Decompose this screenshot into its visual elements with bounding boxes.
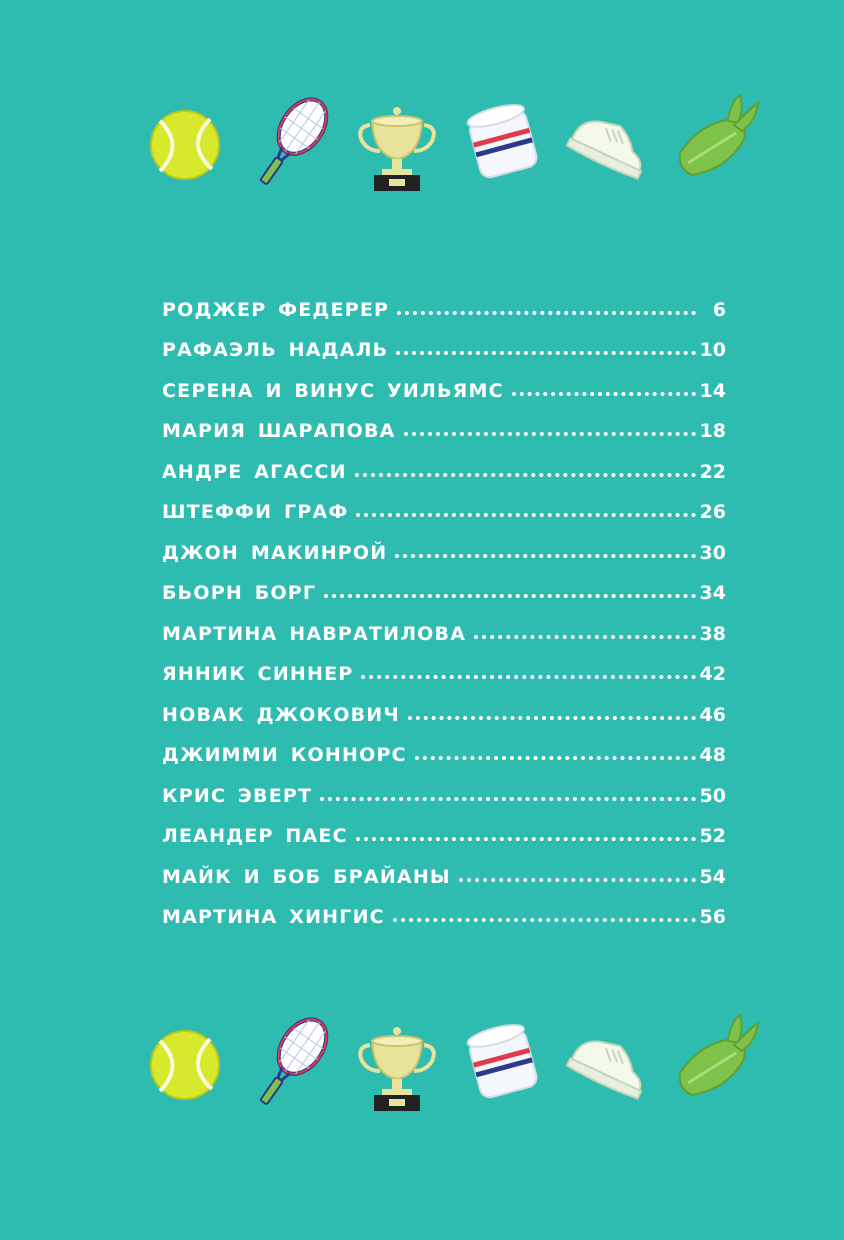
toc-entry[interactable]	[162, 523, 726, 564]
tennis-ball-icon	[140, 1013, 230, 1113]
sweatband-icon	[458, 1013, 548, 1113]
toc-leader-dots	[393, 918, 696, 922]
toc-entry-page: 48	[699, 744, 726, 766]
toc-leader-dots	[415, 756, 696, 760]
toc-leader-dots	[397, 311, 696, 315]
bandana-icon	[670, 1013, 760, 1113]
trophy-icon	[352, 1013, 442, 1113]
toc-entry-page: 38	[699, 622, 726, 645]
toc-entry-title: РОДЖЕР ФЕДЕРЕР	[162, 298, 390, 321]
toc-entry-title: ДЖОН МАКИНРОЙ	[162, 541, 388, 564]
toc-leader-dots	[324, 594, 695, 598]
toc-entry-page: 42	[699, 663, 726, 685]
toc-entry-title: ДЖИММИ КОННОРС	[162, 744, 407, 766]
toc-entry-page: 26	[699, 501, 726, 523]
sneaker-icon	[564, 93, 654, 193]
tennis-ball-icon	[140, 93, 230, 193]
toc-entry[interactable]	[162, 280, 726, 321]
toc-entry-page: 30	[699, 541, 726, 564]
toc-entry-page: 18	[699, 420, 726, 442]
toc-leader-dots	[395, 554, 695, 558]
toc-entry-title: ЛЕАНДЕР ПАЕС	[162, 825, 348, 847]
decorative-icons-bottom	[140, 1008, 760, 1118]
tennis-racket-icon	[246, 93, 336, 193]
toc-entry[interactable]	[162, 847, 726, 888]
toc-entry[interactable]	[162, 807, 726, 848]
toc-entry-page: 50	[699, 784, 726, 807]
toc-leader-dots	[474, 635, 695, 639]
toc-leader-dots	[408, 716, 696, 720]
toc-entry[interactable]	[162, 604, 726, 645]
bandana-icon	[670, 93, 760, 193]
toc-leader-dots	[320, 797, 695, 801]
toc-entry-page: 6	[712, 298, 726, 321]
toc-entry-title: КРИС ЭВЕРТ	[162, 784, 313, 807]
toc-entry-page: 52	[699, 825, 726, 847]
toc-leader-dots	[404, 432, 696, 436]
toc-entry[interactable]	[162, 645, 726, 686]
sweatband-icon	[458, 93, 548, 193]
toc-leader-dots	[361, 675, 695, 679]
toc-entry-page: 14	[699, 379, 726, 402]
toc-leader-dots	[396, 351, 695, 355]
toc-entry-page: 22	[699, 460, 726, 483]
toc-entry[interactable]	[162, 726, 726, 767]
table-of-contents	[162, 280, 726, 928]
toc-leader-dots	[512, 392, 696, 396]
sneaker-icon	[564, 1013, 654, 1113]
toc-entry-title: ЯННИК СИННЕР	[162, 663, 354, 685]
toc-entry[interactable]	[162, 442, 726, 483]
toc-entry[interactable]	[162, 361, 726, 402]
toc-entry-page: 34	[699, 582, 726, 604]
decorative-icons-top	[140, 88, 760, 198]
toc-leader-dots	[459, 878, 696, 882]
toc-leader-dots	[355, 473, 696, 477]
toc-leader-dots	[356, 513, 695, 517]
toc-entry[interactable]	[162, 483, 726, 524]
toc-entry-title: НОВАК ДЖОКОВИЧ	[162, 703, 400, 726]
toc-entry-page: 54	[699, 865, 726, 888]
toc-entry-title: МАРТИНА НАВРАТИЛОВА	[162, 622, 467, 645]
toc-entry[interactable]	[162, 888, 726, 929]
toc-entry-title: РАФАЭЛЬ НАДАЛЬ	[162, 339, 389, 361]
toc-entry-title: МАРИЯ ШАРАПОВА	[162, 420, 396, 442]
toc-entry[interactable]	[162, 766, 726, 807]
toc-entry-title: МАРТИНА ХИНГИС	[162, 906, 385, 928]
toc-entry[interactable]	[162, 685, 726, 726]
toc-entry[interactable]	[162, 564, 726, 605]
toc-entry-title: БЬОРН БОРГ	[162, 582, 317, 604]
toc-entry[interactable]	[162, 321, 726, 362]
toc-leader-dots	[356, 837, 696, 841]
trophy-icon	[352, 93, 442, 193]
toc-entry[interactable]	[162, 402, 726, 443]
toc-entry-title: МАЙК И БОБ БРАЙАНЫ	[162, 865, 451, 888]
toc-entry-title: АНДРЕ АГАССИ	[162, 460, 347, 483]
toc-entry-title: СЕРЕНА И ВИНУС УИЛЬЯМС	[162, 379, 504, 402]
toc-entry-title: ШТЕФФИ ГРАФ	[162, 501, 349, 523]
toc-entry-page: 56	[699, 906, 726, 928]
toc-entry-page: 46	[699, 703, 726, 726]
toc-entry-page: 10	[699, 339, 726, 361]
tennis-racket-icon	[246, 1013, 336, 1113]
